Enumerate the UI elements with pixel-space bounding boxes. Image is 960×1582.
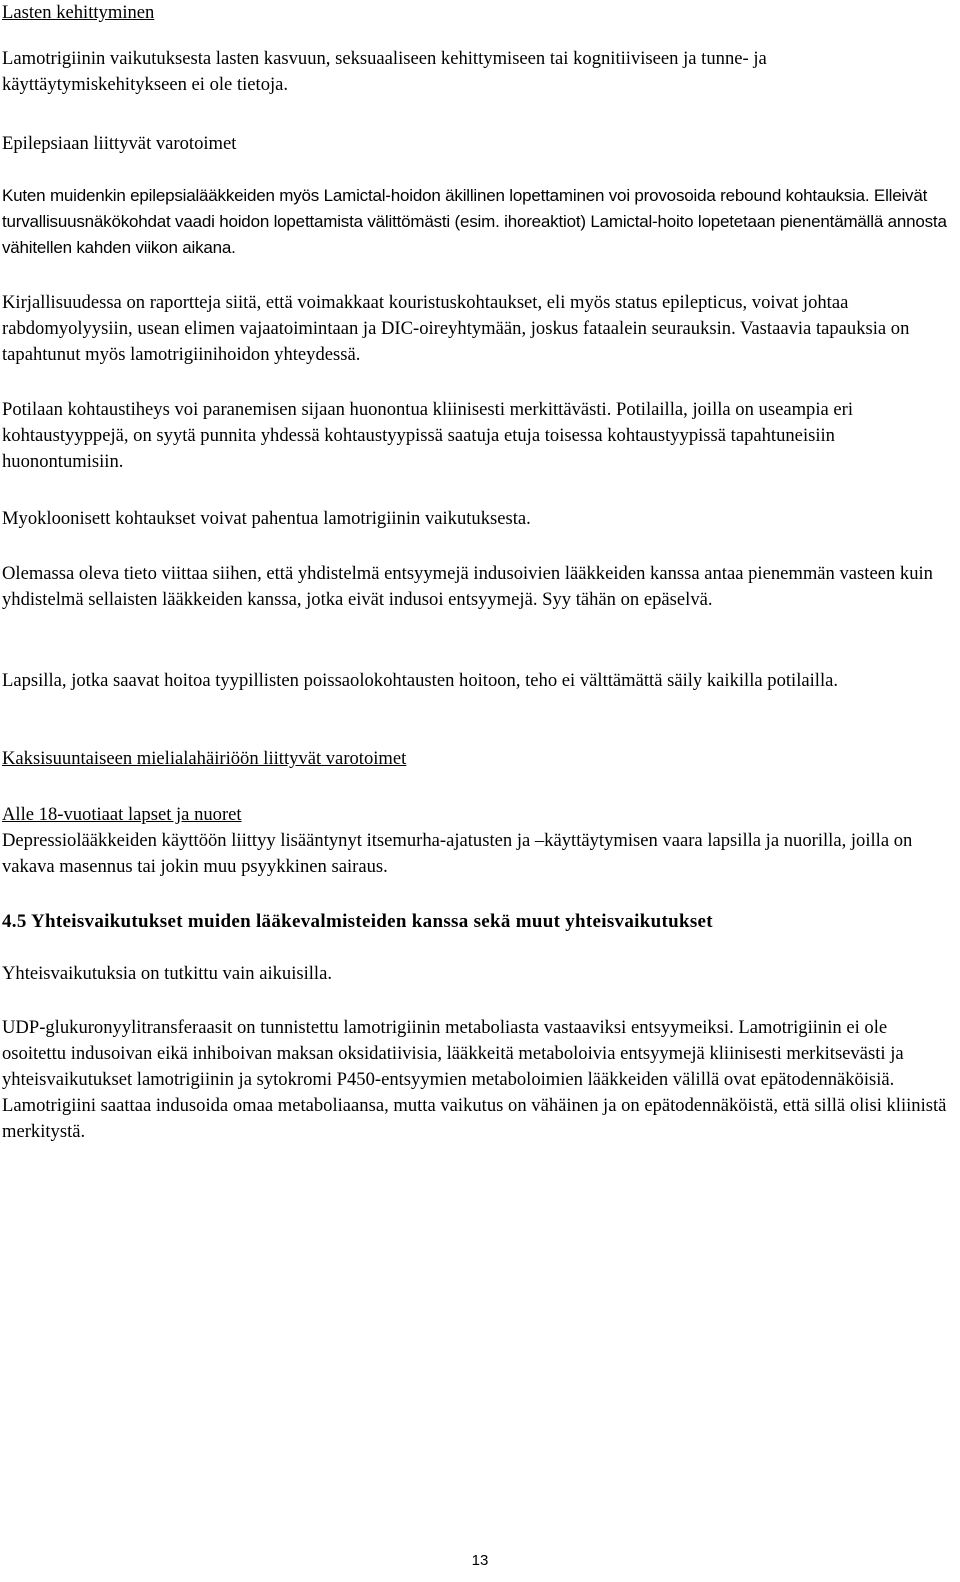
paragraph-kirjallisuus: Kirjallisuudessa on raportteja siitä, että voimakkaat kouristuskohtaukset, eli myös status epilepticus, voivat johtaa rabdomyolyysiin, usean elimen vajaatoimintaan ja DIC-oireyhtymään, joskus fataalein seurauksin. Vastaavia tapauksia on tapahtunut myös lamotrigiinihoidon yhteydessä. (2, 292, 910, 365)
paragraph-myokloniset: Myokloonisett kohtaukset voivat pahentua lamotrigiinin vaikutuksesta. (2, 508, 531, 529)
paragraph-kohtaustiheys: Potilaan kohtaustiheys voi paranemisen sijaan huonontua kliinisesti merkittävästi. Potilailla, joilla on useampia eri kohtaustyyppejä, on syytä punnita yhdessä kohtaustyypissä saatuja etuja toisessa kohtaustyypissä tapahtuneisiin huonontumisiin. (2, 399, 854, 472)
heading-lasten-kehittyminen: Lasten kehittyminen (2, 2, 155, 23)
heading-epilepsia-varotoimet: Epilepsiaan liittyvät varotoimet (2, 133, 237, 154)
page-number: 13 (471, 1552, 489, 1569)
heading-kaksisuuntainen: Kaksisuuntaiseen mielialahäiriöön liittyvät varotoimet (2, 748, 407, 769)
paragraph-lasten-kehittyminen: Lamotrigiinin vaikutuksesta lasten kasvuun, seksuaaliseen kehittymiseen tai kognitiiviseen ja tunne- ja käyttäytymiskehitykseen ei ole tietoja. (2, 48, 767, 95)
paragraph-lapsilla: Lapsilla, jotka saavat hoitoa tyypillisten poissaolokohtausten hoitoon, teho ei välttämättä säily kaikilla potilailla. (2, 670, 839, 691)
paragraph-udp-glukuronyyli: UDP-glukuronyylitransferaasit on tunnistettu lamotrigiinin metaboliasta vastaaviksi entsyymeiksi. Lamotrigiinin ei ole osoitettu indusoivan eikä inhiboivan maksan oksidatiivisia, lääkkeitä metaboloivia entsyymejä kliinisesti merkitsevästi ja yhteisvaikutukset lamotrigiinin ja sytokromi P450-entsyymien metaboloimien lääkkeiden välillä ovat epätodennäköisiä. Lamotrigiini saattaa indusoida omaa metaboliaansa, mutta vaikutus on vähäinen ja on epätodennäköistä, että sillä olisi kliinistä merkitystä. (2, 1017, 947, 1142)
paragraph-entsyymit: Olemassa oleva tieto viittaa siihen, että yhdistelmä entsyymejä indusoivien lääkkeiden kanssa antaa pienemmän vasteen kuin yhdistelmä sellaisten lääkkeiden kanssa, jotka eivät indusoi entsyymejä. Syy tähän on epäselvä. (2, 563, 933, 610)
paragraph-tutkittu-aikuisilla: Yhteisvaikutuksia on tutkittu vain aikuisilla. (2, 963, 333, 984)
heading-alle-18: Alle 18-vuotiaat lapset ja nuoret (2, 804, 242, 825)
heading-section-4-5: 4.5 Yhteisvaikutukset muiden lääkevalmisteiden kanssa sekä muut yhteisvaikutukset (2, 911, 713, 932)
paragraph-alle-18: Depressiolääkkeiden käyttöön liittyy lisääntynyt itsemurha-ajatusten ja –käyttäytymisen vaara lapsilla ja nuorilla, joilla on vakava masennus tai jokin muu psyykkinen sairaus. (2, 830, 913, 877)
paragraph-epilepsia-varotoimet: Kuten muidenkin epilepsialääkkeiden myös Lamictal-hoidon äkillinen lopettaminen voi provosoida rebound kohtauksia. Elleivät turvallisuusnäkökohdat vaadi hoidon lopettamista välittömästi (esim. ihoreaktiot) Lamictal-hoito lopetetaan pienentämällä annosta vähitellen kahden viikon aikana. (2, 186, 947, 257)
